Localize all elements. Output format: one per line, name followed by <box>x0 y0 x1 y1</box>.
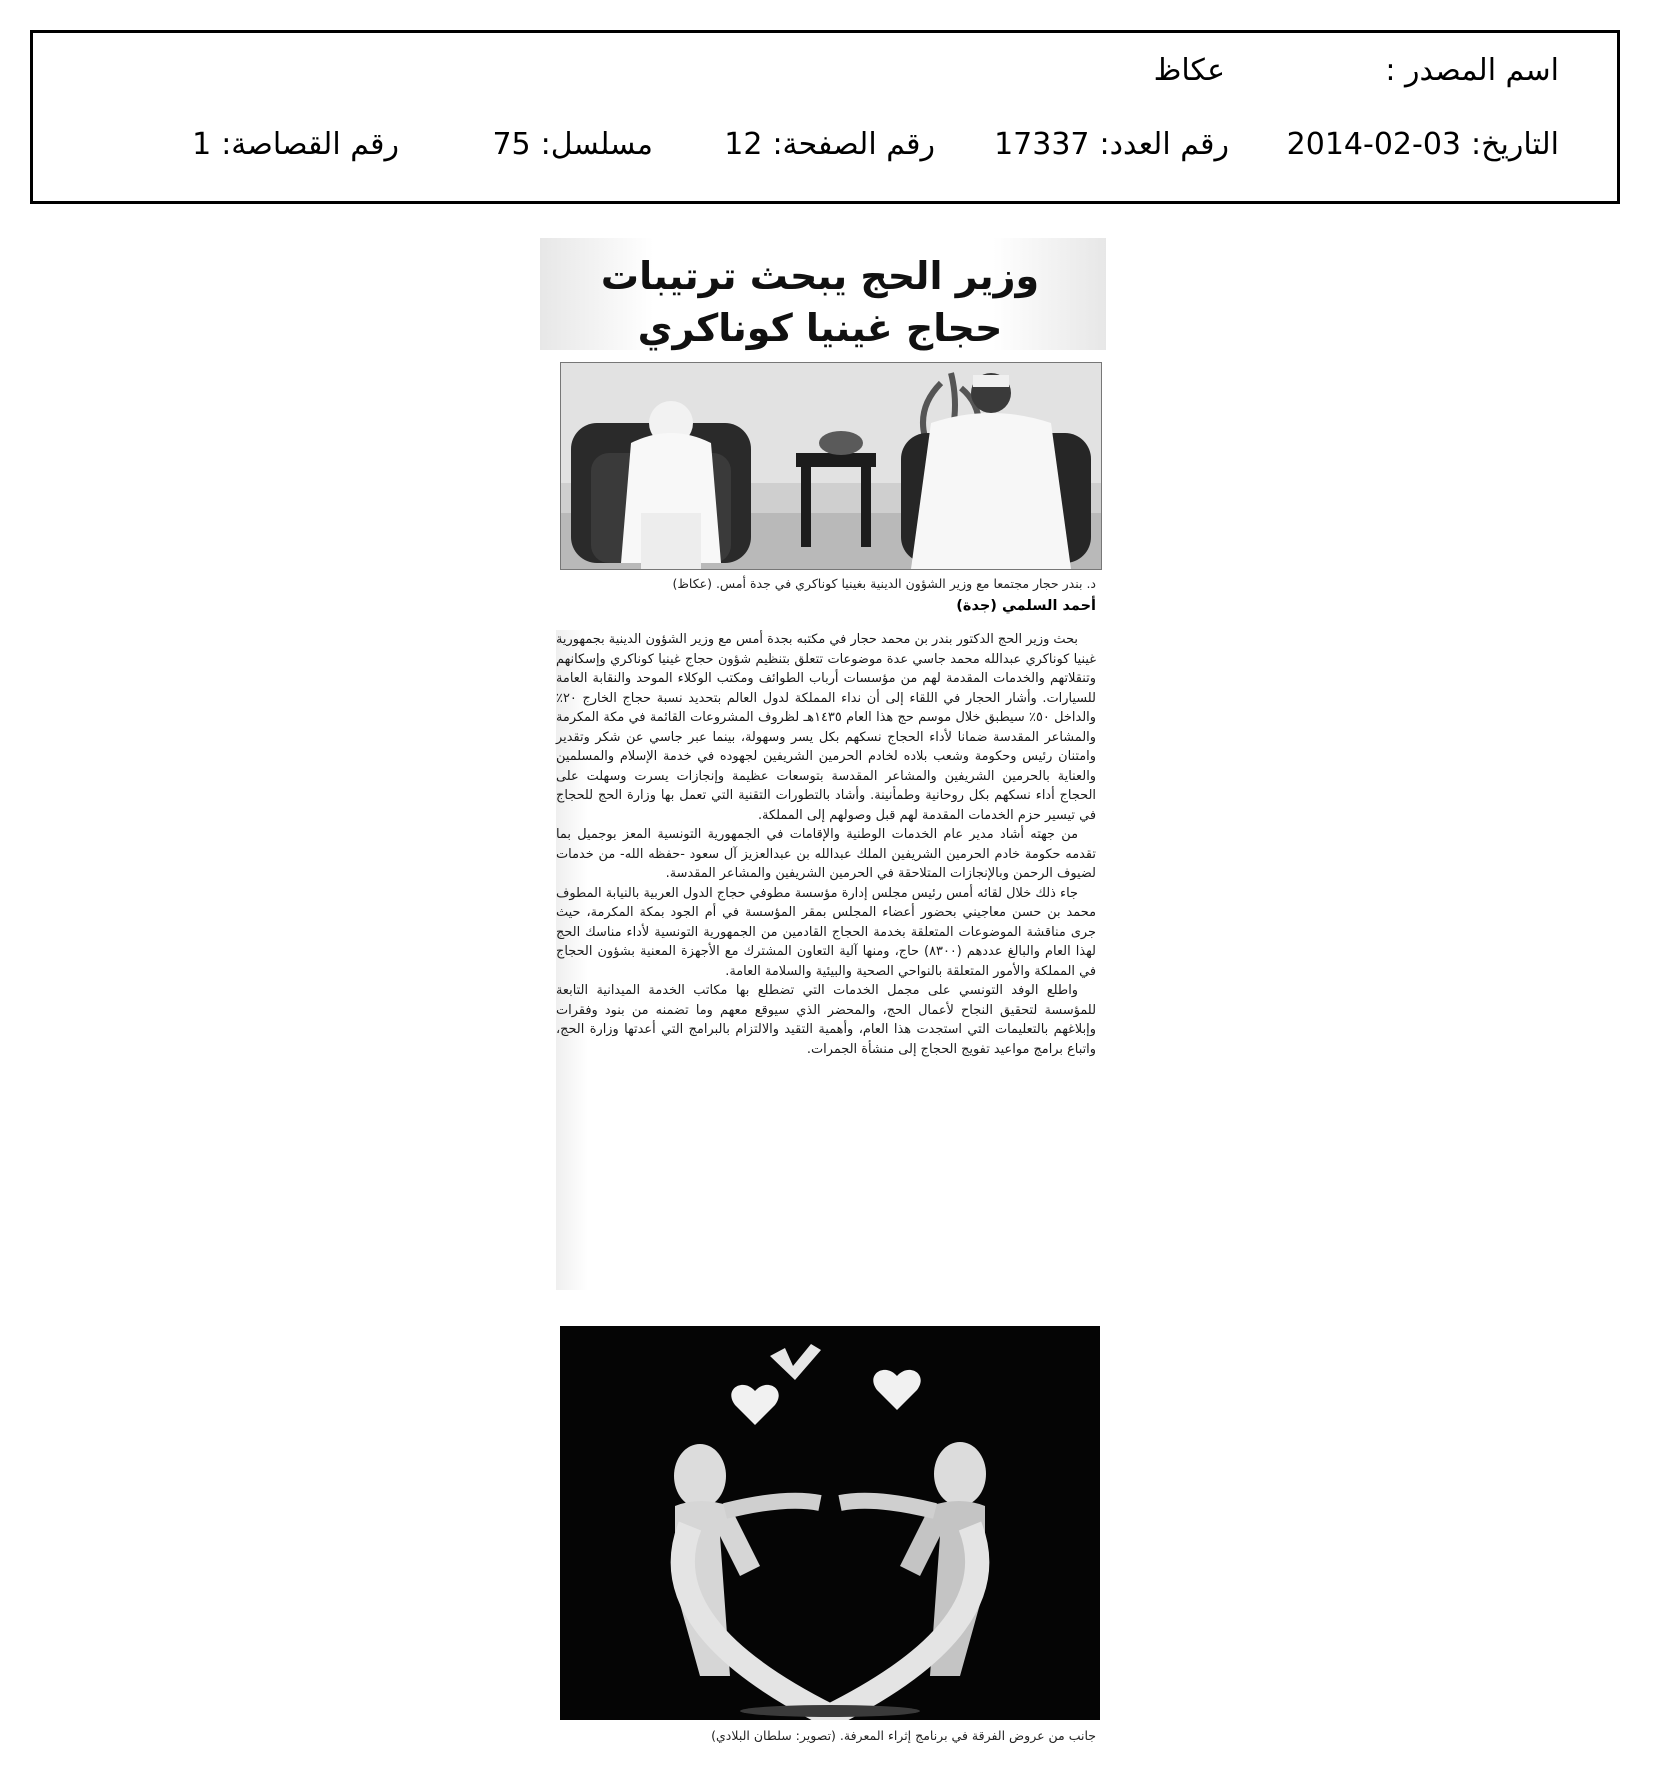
dance-performance-photo <box>560 1326 1100 1720</box>
article-paragraph: جاء ذلك خلال لقائه أمس رئيس مجلس إدارة مؤسسة مطوفي حجاج الدول العربية بالنيابة المطوف محمد بن حسن معاجيني بحضور أعضاء المجلس بمقر المؤسسة في أم الجود بمكة المكرمة، حيث جرى مناقشة الموضوعات المتعلقة بخدمة الحجاج القادمين من الجمهورية التونسية لأداء مناسك الحج لهذا العام والبالغ عددهم (٨٣٠٠) حاج، ومنها آلية التعاون المشترك مع الأجهزة المعنية بشؤون الحجاج في المملكة والأمور المتعلقة بالنواحي الصحية والبيئية والسلامة العامة. <box>556 885 1096 979</box>
meeting-photo-caption: د. بندر حجار مجتمعا مع وزير الشؤون الدينية بغينيا كوناكري في جدة أمس. (عكاظ) <box>672 576 1096 591</box>
page-label: رقم الصفحة: <box>772 127 935 162</box>
headline-line-1: وزير الحج يبحث ترتيبات <box>600 254 1040 298</box>
clip-value: 1 <box>192 127 212 162</box>
clipping-metadata-box <box>30 30 1620 204</box>
newspaper-clipping <box>540 238 1106 1753</box>
issue-value: 17337 <box>994 127 1090 162</box>
clip-field <box>192 127 399 162</box>
source-value: عكاظ <box>1153 53 1225 88</box>
dance-photo-illustration <box>560 1326 1100 1720</box>
article-paragraph: واطلع الوفد التونسي على مجمل الخدمات التي تضطلع بها مكاتب الخدمة الميدانية التابعة للمؤسسة لتحقيق النجاح لأعمال الحج، والمحضر الذي سيوقع معهم وما تضمنه من بنود وفقرات وإبلاغهم بالتعليمات التي استجدت هذا العام، وأهمية التقيد والالتزام بالبرامج التي أعدتها وزارة الحج، واتباع برامج مواعيد تفويج الحجاج إلى منشأة الجمرات. <box>556 983 1096 1057</box>
clip-label: رقم القصاصة: <box>221 127 399 162</box>
date-value: 2014-02-03 <box>1286 127 1462 162</box>
serial-field <box>492 127 653 162</box>
meeting-photo <box>560 362 1102 570</box>
headline-line-2: حجاج غينيا كوناكري <box>637 306 1003 350</box>
headline-area <box>540 238 1106 350</box>
article-author: أحمد السلمي (جدة) <box>956 598 1096 614</box>
issue-label: رقم العدد: <box>1099 127 1229 162</box>
article-headline <box>570 250 1070 354</box>
serial-value: 75 <box>492 127 531 162</box>
meeting-photo-illustration <box>561 363 1101 569</box>
date-field <box>1287 127 1559 162</box>
article-paragraph: من جهته أشاد مدير عام الخدمات الوطنية والإقامات في الجمهورية التونسية المعز بوجميل بما تقدمه حكومة خادم الحرمين الشريفين الملك عبدالله بن عبدالعزيز آل سعود -حفظه الله- من خدمات لضيوف الرحمن وبالإنجازات المتلاحقة في الحرمين الشريفين والمشاعر المقدسة. <box>556 827 1096 881</box>
issue-field <box>994 127 1229 162</box>
date-label: التاريخ: <box>1471 127 1559 162</box>
dance-photo-caption: جانب من عروض الفرقة في برنامج إثراء المعرفة. (تصوير: سلطان البلادي) <box>711 1728 1096 1743</box>
article-paragraph: بحث وزير الحج الدكتور بندر بن محمد حجار في مكتبه بجدة أمس مع وزير الشؤون الدينية بجمهورية غينيا كوناكري عبدالله محمد جاسي عدة موضوعات تتعلق بتنظيم شؤون حجاج غينيا كوناكري وإسكانهم وتنقلاتهم والخدمات المقدمة لهم من مؤسسات أرباب الطوائف ومكتب الوكلاء الموحد والنقابة العامة للسيارات. وأشار الحجار في اللقاء إلى أن نداء المملكة لدول العالم بتحديد نسبة حجاج الخارج ٢٠٪ والداخل ٥٠٪ سيطبق خلال موسم حج هذا العام ١٤٣٥هـ لظروف المشروعات القائمة في مكة المكرمة والمشاعر المقدسة ضمانا لأداء الحجاج نسكهم بكل يسر وسهولة، بينما عبر جاسي عن شكر وتقدير وامتنان رئيس وحكومة وشعب بلاده لخادم الحرمين الشريفين لجهوده في خدمة الإسلام والمسلمين والعناية بالحرمين الشريفين والمشاعر المقدسة بتوسعات عظيمة وإنجازات يسرت وسهلت على الحجاج أداء نسكهم بكل روحانية وطمأنينة. وأشاد بالتطورات التقنية التي تعمل بها وزارة الحج للحجاج في تيسير حزم الخدمات المقدمة لهم قبل وصولهم إلى المملكة. <box>556 632 1096 823</box>
page-value: 12 <box>724 127 763 162</box>
page-field <box>724 127 935 162</box>
source-label: اسم المصدر : <box>1385 53 1559 88</box>
article-body <box>556 630 1096 1290</box>
serial-label: مسلسل: <box>540 127 653 162</box>
